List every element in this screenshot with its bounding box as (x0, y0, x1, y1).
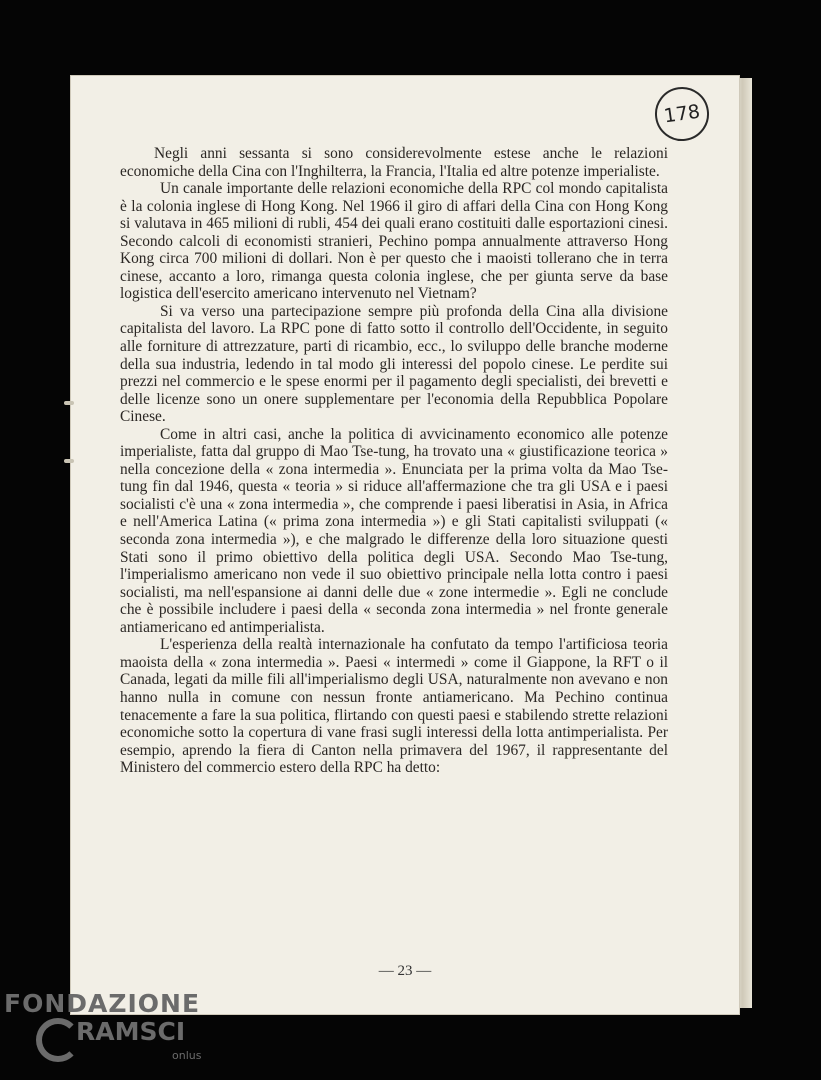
logo-line-onlus: onlus (172, 1049, 202, 1062)
paragraph-1: Negli anni sessanta si sono considerevolmente estese anche le relazioni economiche della Cina con l'Inghilterra, la Francia, l'Italia ed altre potenze imperialiste. (120, 145, 668, 180)
paragraph-3: Si va verso una partecipazione sempre più profonda della Cina alla divisione capitalista del lavoro. La RPC pone di fatto sotto il controllo dell'Occidente, in seguito alle forniture di attrezzature, parti di ricambio, ecc., lo sviluppo delle branche moderne della sua industria, ledendo in tal modo gli interessi del popolo cinese. Le perdite sui prezzi nel commercio e le spese enormi per il pagamento degli specialisti, dei brevetti e delle licenze sono un onere supplementare per l'economia della Repubblica Popolare Cinese. (120, 302, 668, 426)
document-page (70, 75, 740, 1015)
logo-line-fondazione: FONDAZIONE (4, 989, 201, 1018)
paragraph-2: Un canale importante delle relazioni economiche della RPC col mondo capitalista è la colonia inglese di Hong Kong. Nel 1966 il giro di affari della Cina con Hong Kong si valutava in 465 milioni di rubli, 454 dei quali erano costituiti dalle esportazioni cinesi. Secondo calcoli di economisti stranieri, Pechino pompa annualmente attraverso Hong Kong circa 700 milioni di dollari. Non è per questo che i maoisti tollerano che in terra cinese, accanto a loro, rimanga questa colonia inglese, che per giunta serve da base logistica dell'esercito americano intervenuto nel Vietnam? (120, 180, 668, 303)
paragraph-5: L'esperienza della realtà internazionale ha confutato da tempo l'artificiosa teoria maoista della « zona intermedia ». Paesi « intermedi » come il Giappone, la RFT o il Canada, legati da mille fili all'imperialismo degli USA, naturalmente non avevano e non hanno nulla in comune con nessun fronte antiamericano. Ma Pechino continua tenacemente a fare la sua politica, flirtando con questi paesi e stabilendo strette relazioni economiche sotto la copertura di vane frasi sugli interessi della lotta antimperialista. Per esempio, aprendo la fiera di Canton nella primavera del 1967, il rappresentante del Ministero del commercio estero della RPC ha detto: (120, 636, 668, 777)
logo-line-gramsci: RAMSCI (76, 1017, 186, 1046)
fondazione-gramsci-logo (4, 987, 204, 1077)
page-footer-number: — 23 — (378, 963, 432, 979)
handwritten-page-number: 178 (652, 84, 713, 145)
body-text (120, 145, 668, 777)
logo-g-icon (36, 1018, 80, 1062)
paragraph-4: Come in altri casi, anche la politica di avvicinamento economico alle potenze imperialiste, fatta dal gruppo di Mao Tse-tung, ha trovato una « giustificazione teorica » nella concezione della « zona intermedia ». Enunciata per la prima volta da Mao Tse-tung fin dal 1946, questa « teoria » si riduce all'affermazione che tra gli USA e i paesi socialisti c'è una « zona intermedia », che comprende i paesi liberatisi in Asia, in Africa e nell'America Latina (« prima zona intermedia ») e gli Stati capitalisti sviluppati (« seconda zona intermedia »), e che malgrado le differenze della loro situazione questi Stati sono il primo obiettivo della politica degli USA. Secondo Mao Tse-tung, l'imperialismo americano non vede il suo obiettivo principale nella lotta contro i paesi socialisti, ma nell'espansione ai danni delle due « zone intermedie ». Egli ne conclude che è possibile includere i paesi della « seconda zona intermedia » nel fronte generale antiamericano ed antimperialista. (120, 425, 668, 636)
staple-binding (60, 395, 74, 470)
